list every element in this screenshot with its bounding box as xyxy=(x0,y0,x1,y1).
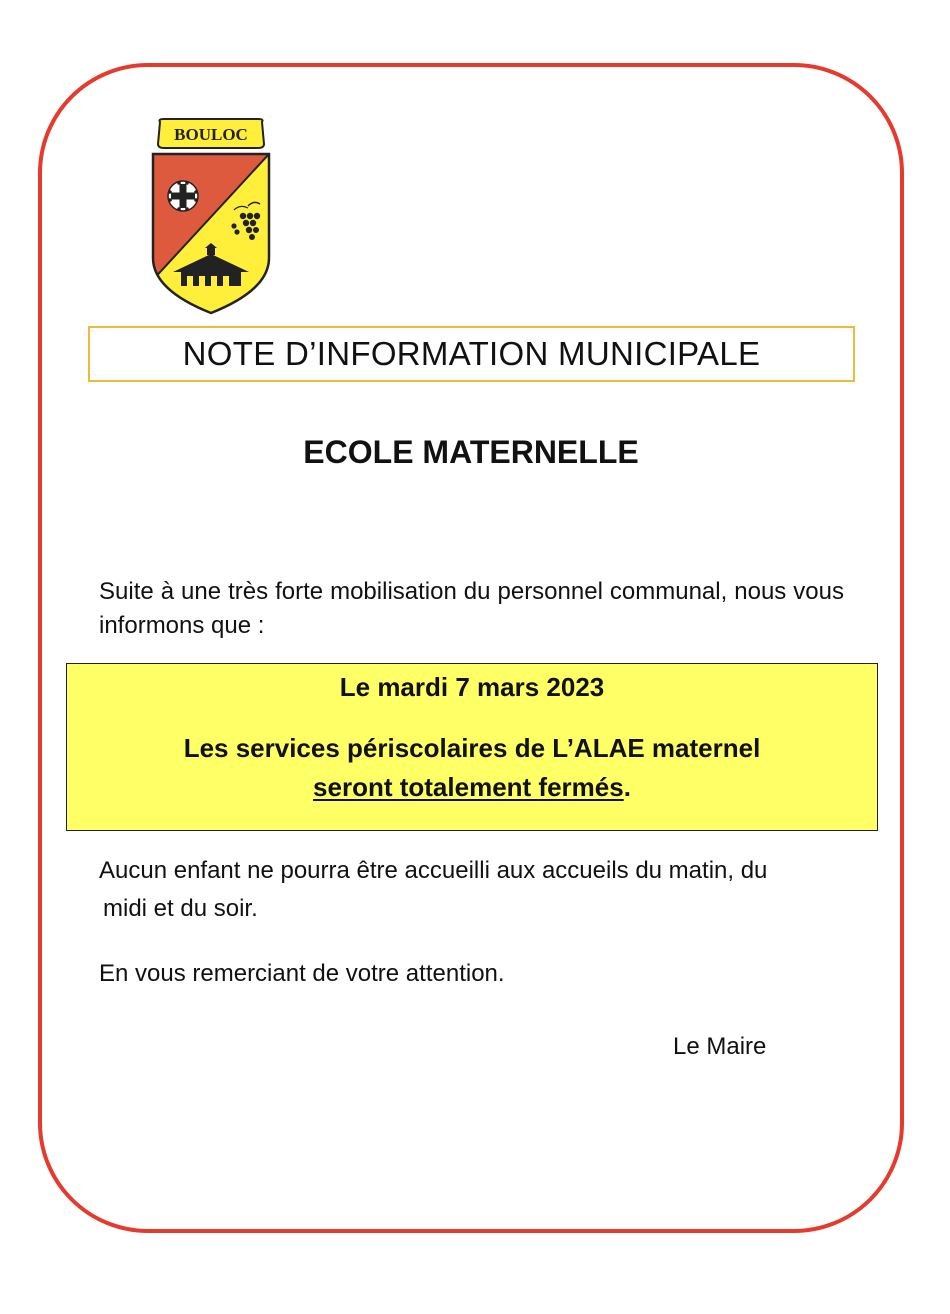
notice-title: NOTE D’INFORMATION MUNICIPALE xyxy=(88,326,855,382)
no-children-paragraph xyxy=(99,852,859,928)
intro-paragraph: Suite à une très forte mobilisation du personnel communal, nous vous informons que : xyxy=(99,578,844,639)
closure-status xyxy=(67,772,877,803)
occitan-cross-icon xyxy=(168,181,198,211)
thanks-text: En vous remerciant de votre attention. xyxy=(99,960,505,987)
no-children-line1: Aucun enfant ne pourra être accueilli aux accueils du matin, du xyxy=(99,857,768,884)
no-children-line2: midi et du soir. xyxy=(103,895,258,922)
closure-highlight-box xyxy=(66,663,878,831)
crest-banner-text: BOULOC xyxy=(174,125,248,144)
notice-subtitle: ECOLE MATERNELLE xyxy=(303,434,639,470)
bouloc-coat-of-arms xyxy=(150,118,272,316)
closure-services: Les services périscolaires de L’ALAE maternel xyxy=(183,733,761,763)
signature: Le Maire xyxy=(673,1033,767,1060)
closure-status-underlined: seront totalement fermés xyxy=(313,772,624,802)
closure-date: Le mardi 7 mars 2023 xyxy=(339,672,605,702)
closure-status-suffix: . xyxy=(623,772,631,802)
